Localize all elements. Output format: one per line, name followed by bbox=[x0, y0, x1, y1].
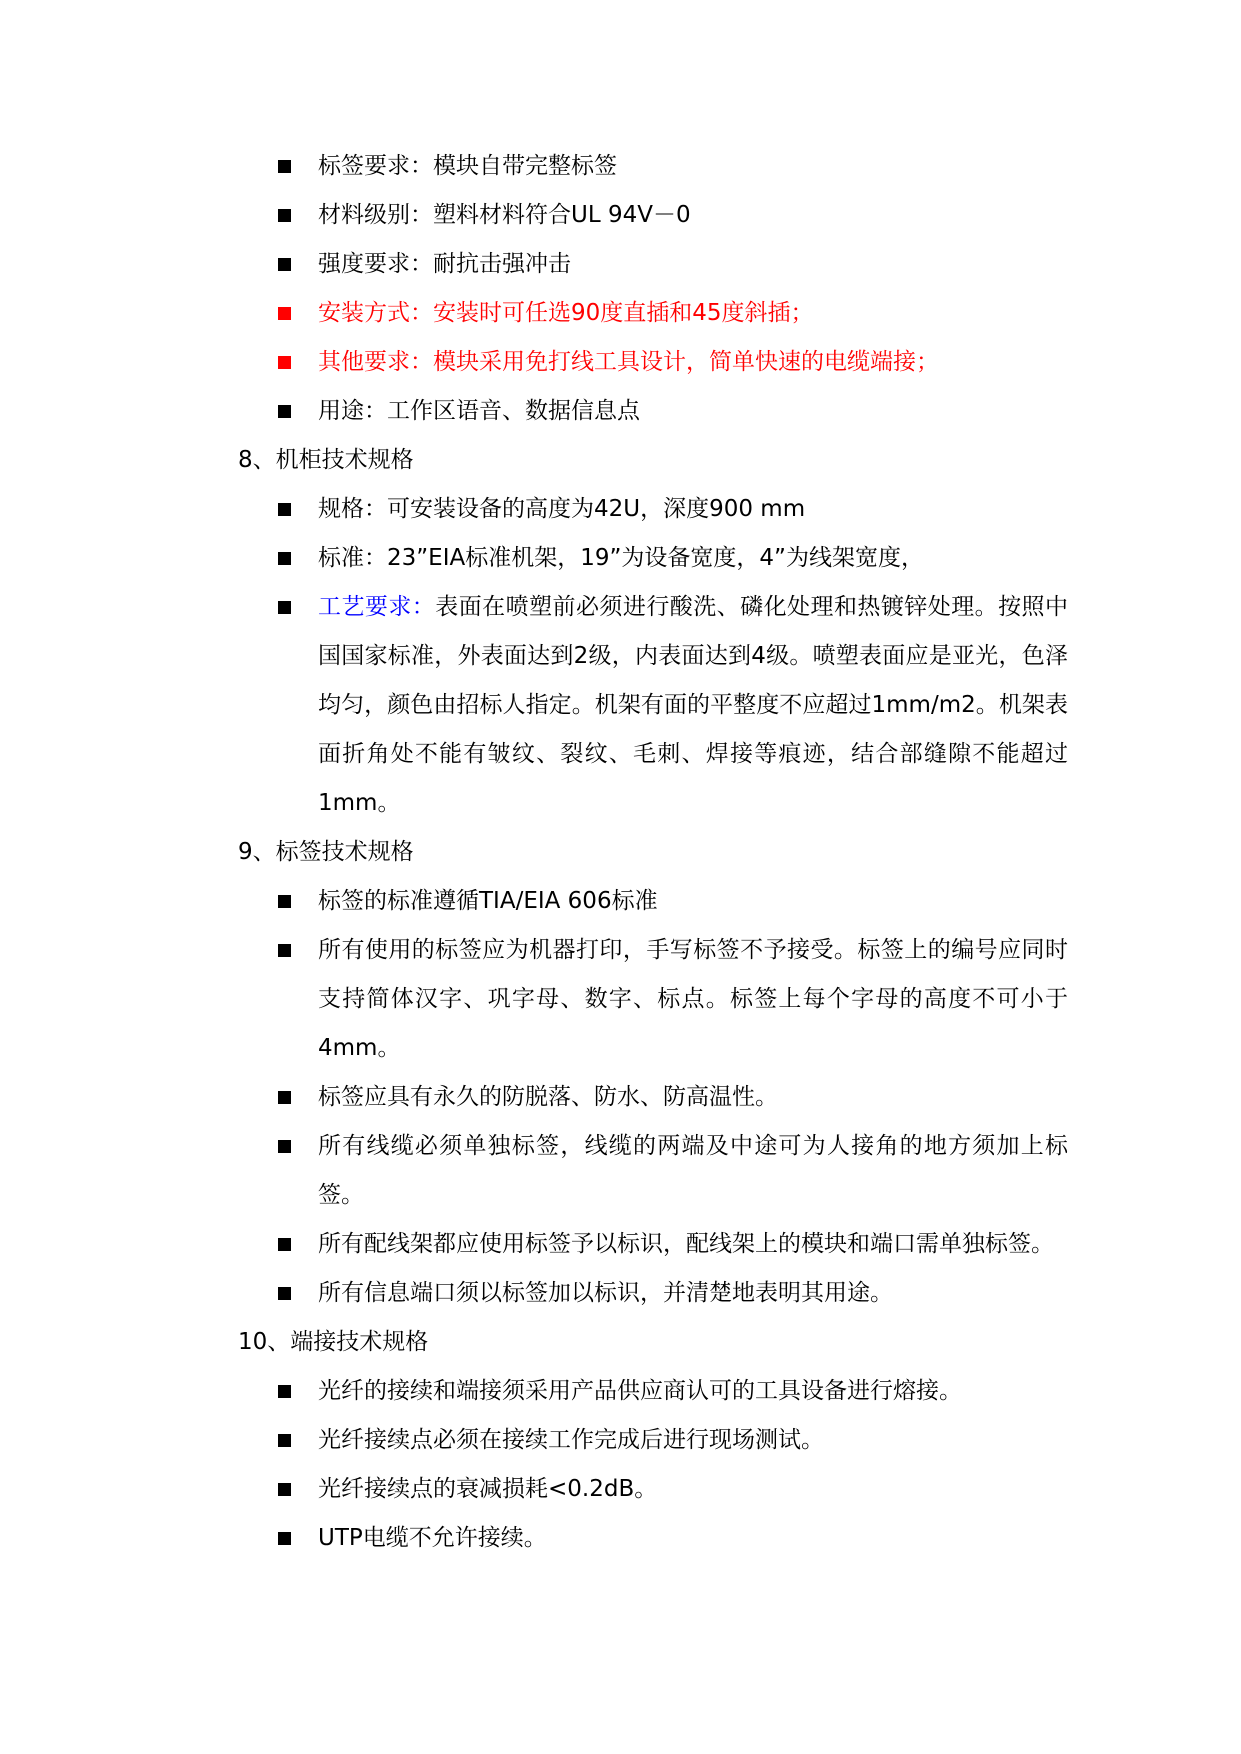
square-bullet-icon bbox=[278, 552, 291, 565]
list-item-text: 强度要求：耐抗击强冲击 bbox=[318, 251, 571, 277]
list-item-text: 标签应具有永久的防脱落、防水、防高温性。 bbox=[318, 1084, 778, 1110]
list-item bbox=[238, 1514, 1068, 1563]
list-item-text bbox=[318, 583, 1068, 828]
list-item-highlighted bbox=[238, 338, 1068, 387]
section-heading: 9、标签技术规格 bbox=[238, 839, 414, 865]
list-item-text: 标签的标准遵循TIA/EIA 606标准 bbox=[318, 888, 658, 914]
list-item bbox=[238, 1465, 1068, 1514]
square-bullet-icon bbox=[278, 1238, 291, 1251]
list-item-text: 所有线缆必须单独标签，线缆的两端及中途可为人接角的地方须加上标签。 bbox=[318, 1133, 1068, 1208]
square-bullet-icon bbox=[278, 356, 291, 369]
list-item bbox=[238, 1367, 1068, 1416]
list-item-text: 规格：可安装设备的高度为42U，深度900 mm bbox=[318, 496, 806, 522]
list-item bbox=[238, 142, 1068, 191]
square-bullet-icon bbox=[278, 1483, 291, 1496]
section-heading: 8、机柜技术规格 bbox=[238, 447, 414, 473]
square-bullet-icon bbox=[278, 1287, 291, 1300]
square-bullet-icon bbox=[278, 503, 291, 516]
section-heading: 10、端接技术规格 bbox=[238, 1329, 429, 1355]
list-item-text: 材料级别：塑料材料符合UL 94V－0 bbox=[318, 202, 691, 228]
square-bullet-icon bbox=[278, 895, 291, 908]
list-item bbox=[238, 1073, 1068, 1122]
square-bullet-icon bbox=[278, 944, 291, 957]
square-bullet-icon bbox=[278, 258, 291, 271]
square-bullet-icon bbox=[278, 1140, 291, 1153]
list-item-text: 光纤接续点的衰减损耗<0.2dB。 bbox=[318, 1476, 658, 1502]
list-item-text: 所有信息端口须以标签加以标识，并清楚地表明其用途。 bbox=[318, 1280, 893, 1306]
list-item bbox=[238, 534, 1068, 583]
craft-requirement-text: 表面在喷塑前必须进行酸洗、磷化处理和热镀锌处理。按照中国国家标准，外表面达到2级，内表面达到4级。喷塑表面应是亚光，色泽均匀，颜色由招标人指定。机架有面的平整度不应超过1mm/m2。机架表面折角处不能有皱纹、裂纹、毛刺、焊接等痕迹，结合部缝隙不能超过1mm。 bbox=[318, 594, 1069, 816]
document-body bbox=[238, 142, 1068, 1563]
list-item bbox=[238, 926, 1068, 1073]
list-item-text: 所有配线架都应使用标签予以标识，配线架上的模块和端口需单独标签。 bbox=[318, 1231, 1054, 1257]
square-bullet-icon bbox=[278, 1385, 291, 1398]
craft-requirement-label: 工艺要求： bbox=[318, 594, 436, 620]
list-item bbox=[238, 240, 1068, 289]
square-bullet-icon bbox=[278, 307, 291, 320]
list-item bbox=[238, 877, 1068, 926]
list-item-text: 标准：23”EIA标准机架，19”为设备宽度，4”为线架宽度， bbox=[318, 545, 924, 571]
list-item-text: 标签要求：模块自带完整标签 bbox=[318, 153, 617, 179]
list-item bbox=[238, 1269, 1068, 1318]
list-item bbox=[238, 1220, 1068, 1269]
list-item bbox=[238, 583, 1068, 828]
square-bullet-icon bbox=[278, 1091, 291, 1104]
square-bullet-icon bbox=[278, 209, 291, 222]
list-item bbox=[238, 387, 1068, 436]
list-item-text: 安装方式：安装时可任选90度直插和45度斜插； bbox=[318, 300, 814, 326]
list-item-text: 用途：工作区语音、数据信息点 bbox=[318, 398, 640, 424]
square-bullet-icon bbox=[278, 601, 291, 614]
list-item bbox=[238, 1416, 1068, 1465]
list-item-text: UTP电缆不允许接续。 bbox=[318, 1525, 547, 1551]
list-item-text: 光纤接续点必须在接续工作完成后进行现场测试。 bbox=[318, 1427, 824, 1453]
list-item-text: 其他要求：模块采用免打线工具设计，简单快速的电缆端接； bbox=[318, 349, 939, 375]
list-item bbox=[238, 485, 1068, 534]
square-bullet-icon bbox=[278, 405, 291, 418]
square-bullet-icon bbox=[278, 1532, 291, 1545]
square-bullet-icon bbox=[278, 1434, 291, 1447]
list-item bbox=[238, 1122, 1068, 1220]
square-bullet-icon bbox=[278, 160, 291, 173]
list-item-highlighted bbox=[238, 289, 1068, 338]
list-item-text: 光纤的接续和端接须采用产品供应商认可的工具设备进行熔接。 bbox=[318, 1378, 962, 1404]
list-item-text: 所有使用的标签应为机器打印，手写标签不予接受。标签上的编号应同时支持简体汉字、巩字母、数字、标点。标签上每个字母的高度不可小于4mm。 bbox=[318, 937, 1068, 1061]
list-item bbox=[238, 191, 1068, 240]
